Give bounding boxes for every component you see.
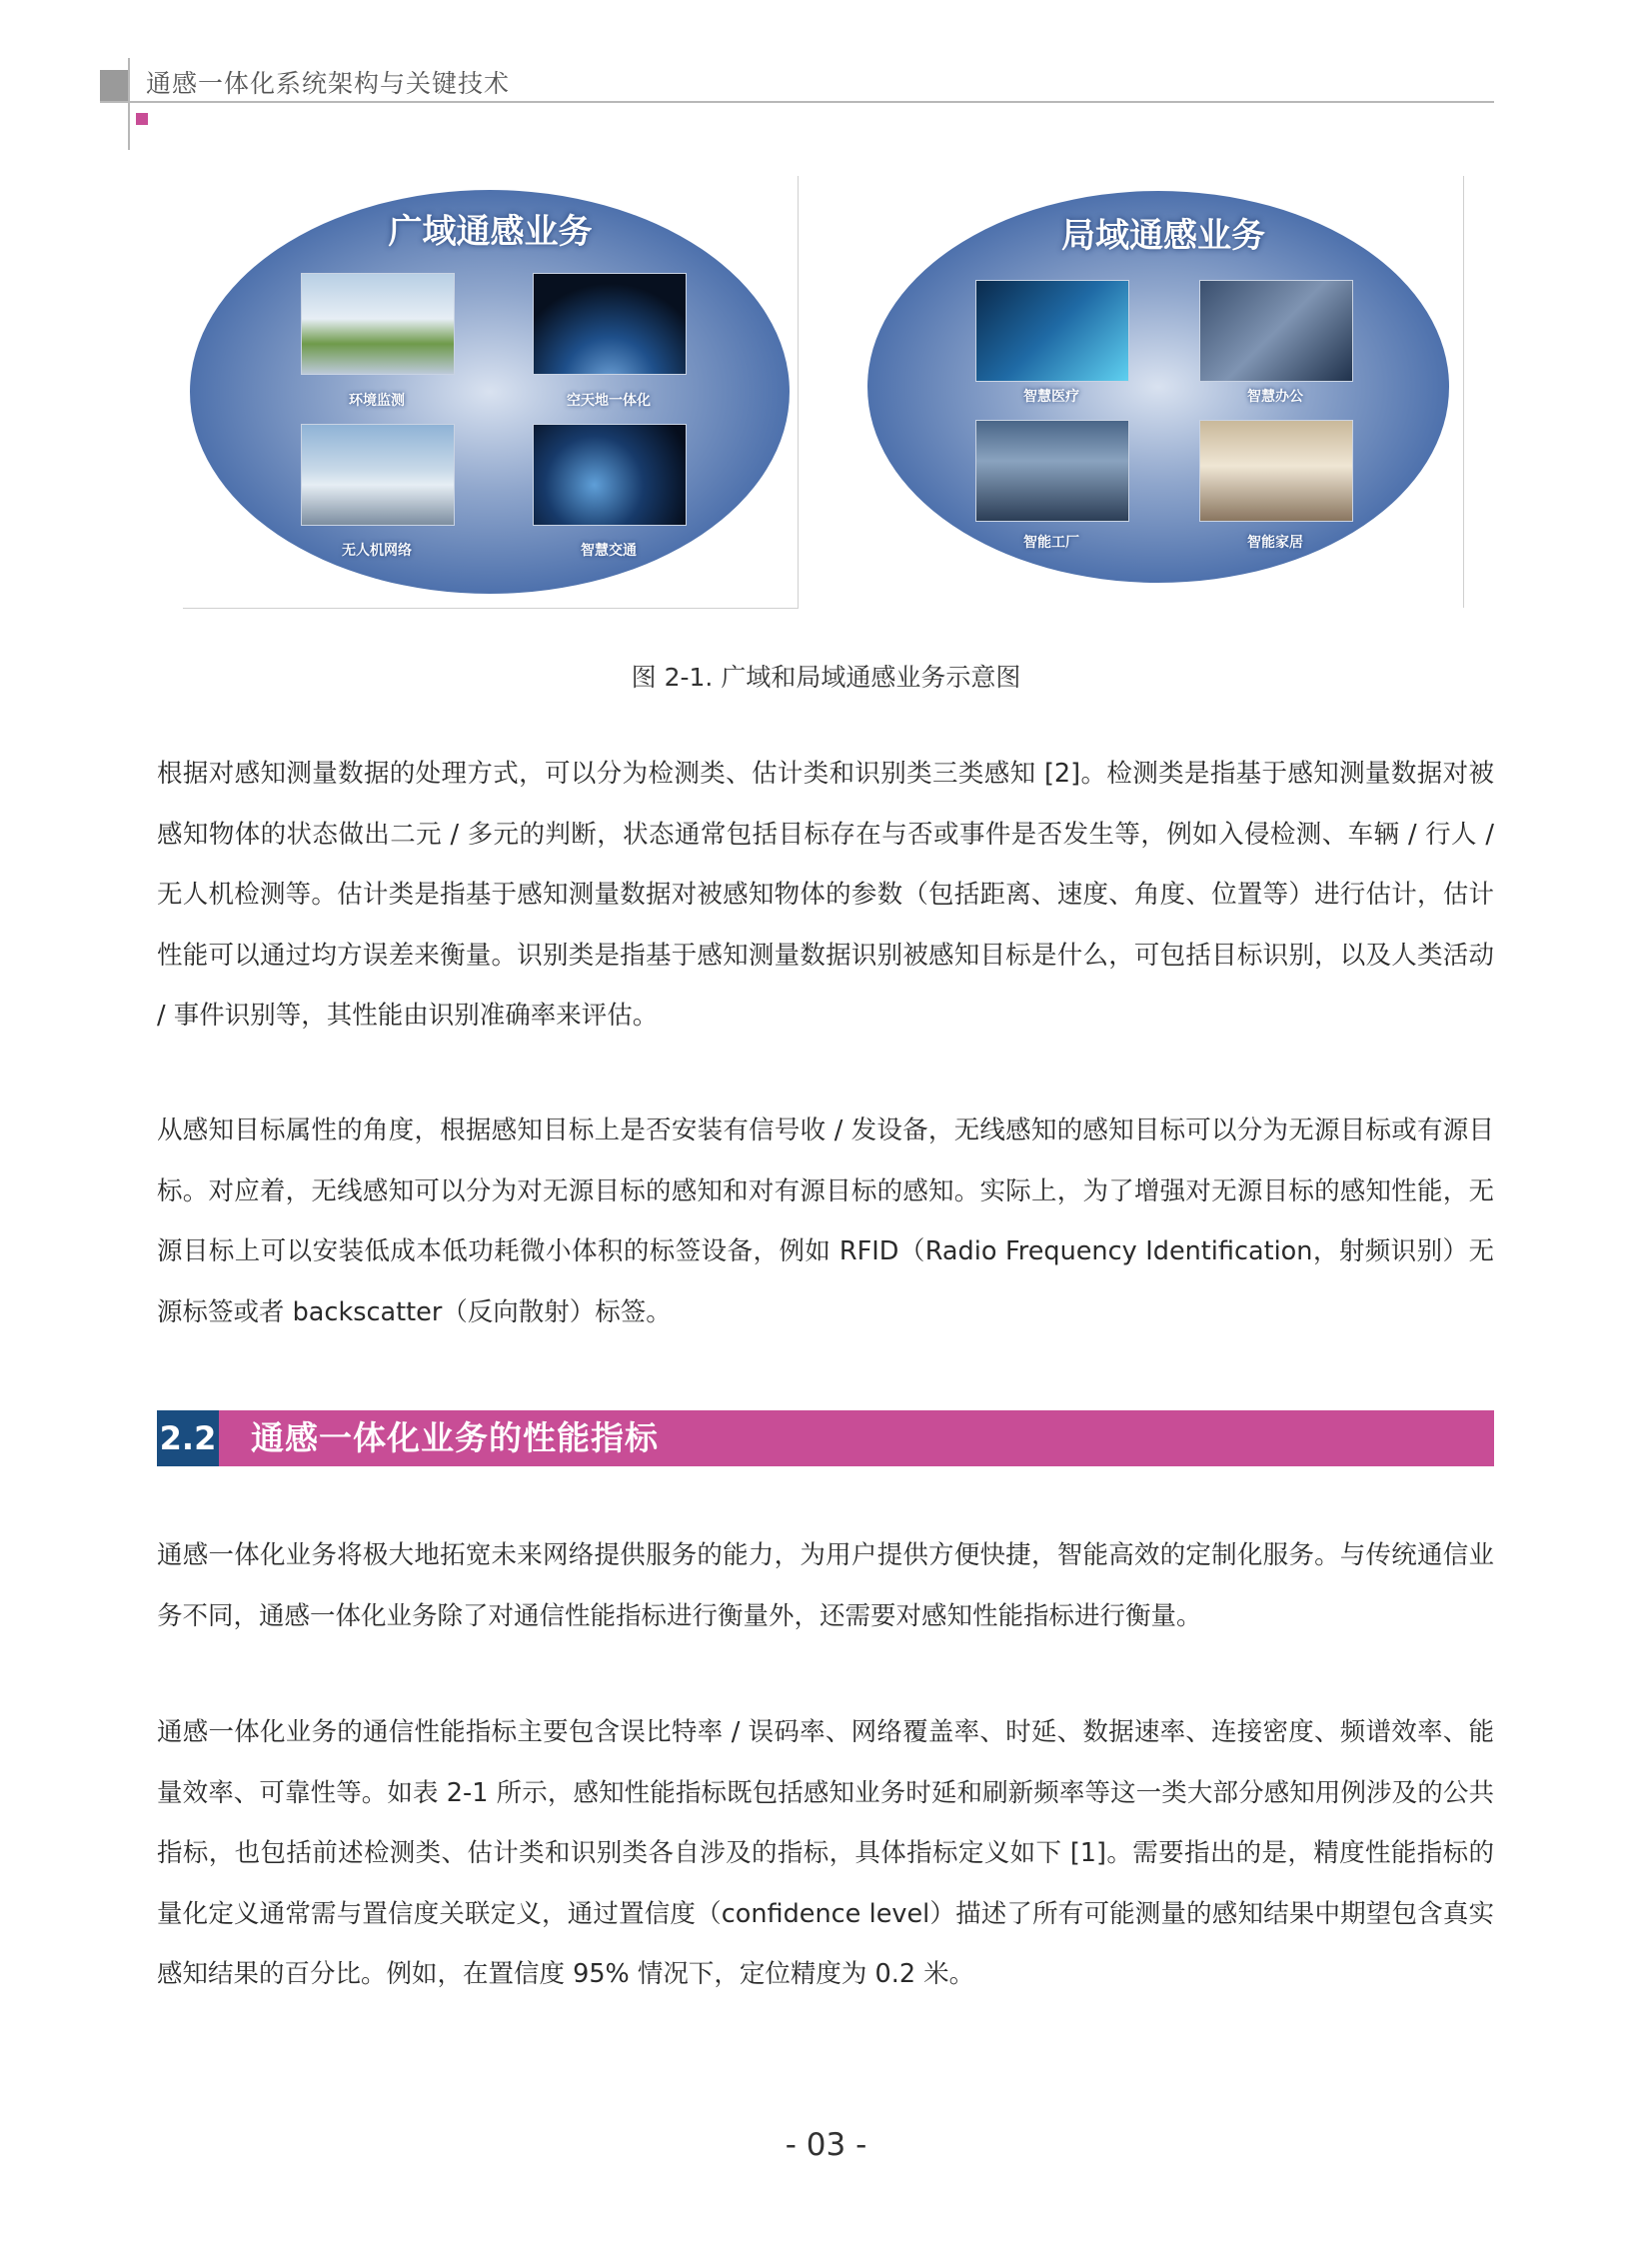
space-air-ground-image xyxy=(533,273,687,375)
uav-network-label: 无人机网络 xyxy=(342,543,412,559)
page-number: - 03 - xyxy=(785,2127,867,2163)
running-header-title: 通感一体化系统架构与关键技术 xyxy=(146,69,511,98)
paragraph-isac-services: 通感一体化业务将极大地拓宽未来网络提供服务的能力，为用户提供方便快捷，智能高效的定制化服务。与传统通信业务不同，通感一体化业务除了对通信性能指标进行衡量外，还需要对感知性能指标进行衡量。 xyxy=(157,1540,1494,1631)
wide-area-title: 广域通感业务 xyxy=(388,212,593,252)
smart-traffic-image xyxy=(533,424,687,526)
section-title: 通感一体化业务的性能指标 xyxy=(251,1418,659,1457)
smart-traffic-label: 智慧交通 xyxy=(581,543,637,559)
local-area-title: 局域通感业务 xyxy=(1061,216,1265,256)
smart-office-label: 智慧办公 xyxy=(1247,389,1303,405)
smart-home-image xyxy=(1199,420,1353,522)
smart-factory-image xyxy=(975,420,1129,522)
header-horizontal-rule xyxy=(100,101,1494,103)
paragraph-sensing-types: 根据对感知测量数据的处理方式，可以分为检测类、估计类和识别类三类感知 [2]。检测类是指基于感知测量数据对被感知物体的状态做出二元 / 多元的判断，状态通常包括目标存在与否或事件是否发生等，例如入侵检测、车辆 / 行人 / 无人机检测等。估计类是指基于感知测量数据对被感知物体的参数（包括距离、速度、角度、位置等）进行估计，估计性能可以通过均方误差来衡量。识别类是指基于感知测量数据识别被感知目标是什么，可包括目标识别，以及人类活动 / 事件识别等，其性能由识别准确率来评估。 xyxy=(157,759,1494,1031)
space-air-ground-label: 空天地一体化 xyxy=(567,393,651,409)
paragraph-sensing-targets: 从感知目标属性的角度，根据感知目标上是否安装有信号收 / 发设备，无线感知的感知目标可以分为无源目标或有源目标。对应着，无线感知可以分为对无源目标的感知和对有源目标的感知。实际上，为了增强对无源目标的感知性能，无源目标上可以安装低成本低功耗微小体积的标签设备，例如 RFID（Radio Frequency Identification，射频识别）无源标签或者 backscatter（反向散射）标签。 xyxy=(157,1116,1494,1327)
smart-home-label: 智能家居 xyxy=(1247,535,1303,551)
uav-network-image xyxy=(301,424,455,526)
header-gray-square xyxy=(100,70,130,102)
smart-office-image xyxy=(1199,280,1353,382)
smart-healthcare-image xyxy=(975,280,1129,382)
figure-local-area-panel xyxy=(863,176,1464,608)
paragraph-performance-metrics: 通感一体化业务的通信性能指标主要包含误比特率 / 误码率、网络覆盖率、时延、数据速率、连接密度、频谱效率、能量效率、可靠性等。如表 2-1 所示，感知性能指标既包括感知业务时延和刷新频率等这一类大部分感知用例涉及的公共指标，也包括前述检测类、估计类和识别类各自涉及的指标，具体指标定义如下 [1]。需要指出的是，精度性能指标的量化定义通常需与置信度关联定义，通过置信度（confidence level）描述了所有可能测量的感知结果中期望包含真实感知结果的百分比。例如，在置信度 95% 情况下，定位精度为 0.2 米。 xyxy=(157,1717,1494,1989)
section-number: 2.2 xyxy=(157,1410,219,1466)
header-vertical-rule xyxy=(128,58,130,150)
smart-healthcare-label: 智慧医疗 xyxy=(1023,389,1079,405)
section-heading xyxy=(157,1410,1494,1466)
environment-monitoring-label: 环境监测 xyxy=(349,393,405,409)
environment-monitoring-image xyxy=(301,273,455,375)
header-pink-square xyxy=(136,113,148,125)
figure-wide-area-panel xyxy=(183,176,799,609)
smart-factory-label: 智能工厂 xyxy=(1023,535,1079,551)
figure-caption: 图 2-1. 广域和局域通感业务示意图 xyxy=(631,663,1021,692)
